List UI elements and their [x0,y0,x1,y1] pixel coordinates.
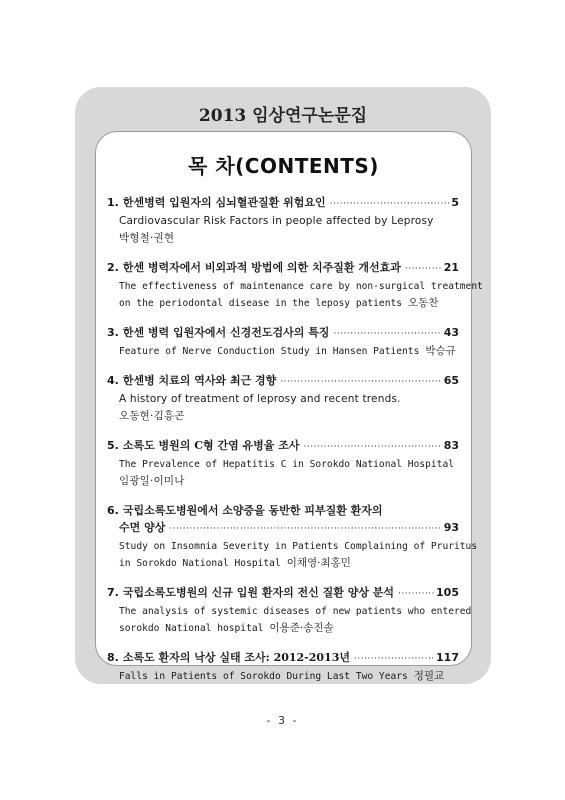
dot-leader [333,326,441,343]
entry-number: 7. [107,586,119,599]
entry-title-ko: 한센 병력 입원자에서 신경전도검사의 특징 [122,326,330,339]
entry-page: 117 [436,651,459,664]
entry-title-ko: 한센병력 입원자의 심뇌혈관질환 위험요인 [122,196,326,209]
entry-title-en: Study on Insomnia Severity in Patients Complaining of Pruritus [119,541,478,552]
contents-panel [75,87,491,684]
entry-authors: 오동현·김흥곤 [119,410,185,422]
entry-title-ko: 소록도 환자의 낙상 실태 조사: 2012-2013년 [122,651,350,664]
entry-authors: 박승규 [425,345,456,357]
dot-leader [330,196,450,213]
entry-title-ko: 국립소록도병원에서 소양증을 동반한 피부질환 환자의 [122,504,383,517]
entry-title-en: The analysis of systemic diseases of new patients who entered [119,606,472,617]
toc-entry[interactable] [107,372,459,425]
entry-page: 105 [436,586,459,599]
entry-authors: 임광일·이미나 [119,475,185,487]
contents-box [95,131,483,682]
entry-number: 1. [107,196,119,209]
contents-title: 목 차(CONTENTS) [188,154,379,178]
entry-page: 43 [443,326,459,339]
toc-entry[interactable] [107,437,459,490]
entry-number: 8. [107,651,119,664]
entry-title-ko: 한센병 치료의 역사와 최근 경향 [122,374,277,387]
entry-number: 4. [107,374,119,387]
entry-page: 83 [443,439,459,452]
entry-authors: 이채영·최홍민 [286,557,351,569]
toc-entry[interactable] [107,649,459,685]
entry-page: 65 [443,374,459,387]
volume-title: 2013 임상연구논문집 [198,106,368,126]
dot-leader [354,651,434,668]
toc-entry[interactable] [107,502,478,572]
entry-title-ko: 한센 병력자에서 비외과적 방법에 의한 치주질환 개선효과 [122,261,401,274]
page-number: - 3 - [266,714,299,727]
toc-entry[interactable] [107,194,459,247]
dot-leader [304,439,442,456]
entry-authors: 정필교 [413,670,445,682]
toc-entry[interactable] [107,259,483,312]
entry-page: 5 [451,196,459,209]
entry-title-en: The Prevalence of Hepatitis C in Sorokdo National Hospital [119,459,455,470]
entry-number: 5. [107,439,119,452]
toc-entry[interactable] [107,584,472,637]
dot-leader [405,261,442,278]
entry-title-en: in Sorokdo National Hospital [119,558,281,569]
entry-number: 3. [107,326,119,339]
entry-title-en: on the periodontal disease in the leposy patients [119,298,403,309]
entry-title-en: Feature of Nerve Conduction Study in Hansen Patients [119,346,420,357]
entry-authors: 이용준·송진솔 [269,622,334,634]
entry-number: 2. [107,261,119,274]
toc-list [107,194,483,697]
dot-leader [398,586,434,603]
entry-title-en: A history of treatment of leprosy and recent trends. [119,393,401,405]
entry-page: 21 [443,261,459,274]
dot-leader [280,374,441,391]
entry-title-ko-cont: 수면 양상 [119,521,166,534]
entry-page: 93 [443,521,459,534]
entry-title-en: Falls in Patients of Sorokdo During Last Two Years [119,671,408,682]
entry-title-ko: 국립소록도병원의 신규 입원 환자의 전신 질환 양상 분석 [122,586,395,599]
entry-title-ko: 소록도 병원의 C형 간염 유병율 조사 [122,439,300,452]
entry-title-en: sorokdo National hospital [119,623,264,634]
entry-authors: 오동찬 [408,297,439,309]
entry-authors: 박형철·권현 [119,232,175,244]
dot-leader [169,521,441,538]
entry-number: 6. [107,504,119,517]
entry-title-en: Cardiovascular Risk Factors in people affected by Leprosy [119,215,434,227]
toc-entry[interactable] [107,324,459,360]
entry-title-en: The effectiveness of maintenance care by non-surgical treatment [119,281,483,292]
